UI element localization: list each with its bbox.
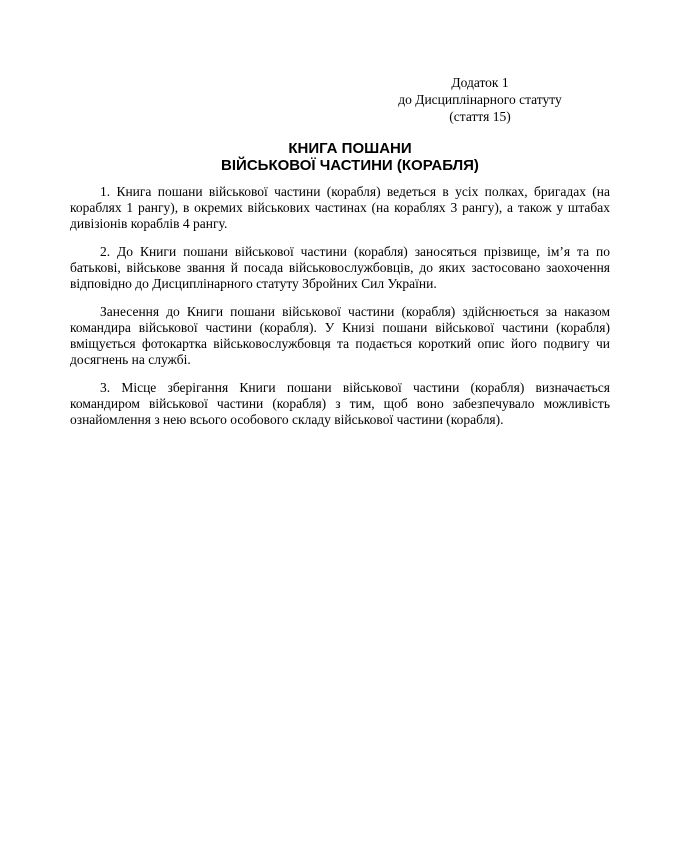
document-body xyxy=(70,184,610,440)
title-line-1: КНИГА ПОШАНИ xyxy=(288,140,412,157)
appendix-reference xyxy=(380,74,580,125)
appendix-article: (стаття 15) xyxy=(449,109,511,124)
paragraph-3: Занесення до Книги пошани військової частини (корабля) здійснюється за наказом командира військової частини (корабля). У Книзі пошани військової частини (корабля) вміщується фотокартка військовослужбовця та подається короткий опис його подвигу чи досягнень на службі. xyxy=(70,304,610,367)
document-title xyxy=(0,140,700,174)
paragraph-4: 3. Місце зберігання Книги пошани військової частини (корабля) визначається командиром військової частини (корабля) з тим, щоб воно забезпечувало можливість ознайомлення з нею всього особового складу військової частини (корабля). xyxy=(70,380,610,427)
paragraph-1: 1. Книга пошани військової частини (корабля) ведеться в усіх полках, бригадах (на кораблях 1 рангу), в окремих військових частинах (на кораблях 3 рангу), а також у штабах дивізіонів кораблів 4 рангу. xyxy=(70,184,610,231)
appendix-statute: до Дисциплінарного статуту xyxy=(398,92,562,107)
title-line-2: ВІЙСЬКОВОЇ ЧАСТИНИ (КОРАБЛЯ) xyxy=(221,157,479,174)
appendix-number: Додаток 1 xyxy=(451,75,509,90)
paragraph-2: 2. До Книги пошани військової частини (корабля) заносяться прізвище, ім’я та по батькові, військове звання й посада військовослужбовців, до яких застосовано заохочення відповідно до Дисциплінарного статуту Збройних Сил України. xyxy=(70,244,610,291)
